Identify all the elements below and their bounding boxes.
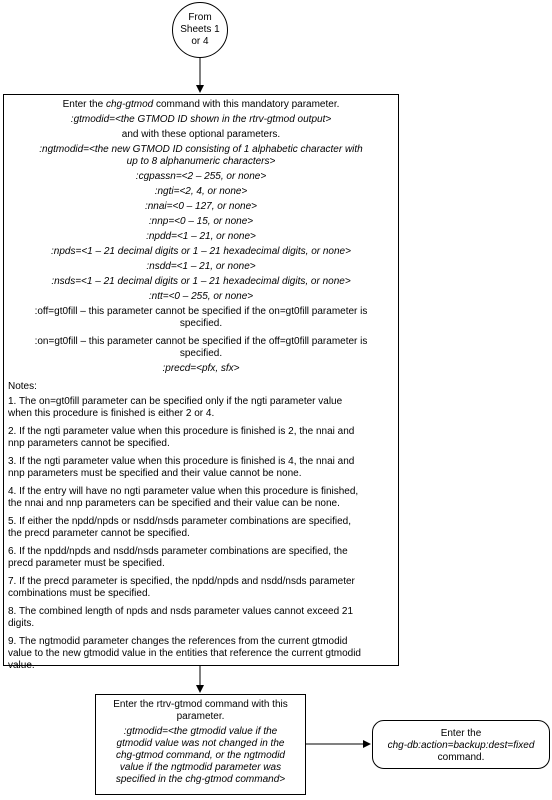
circle-line-3: or 4 (191, 36, 209, 47)
circle-line-1: From (188, 12, 212, 23)
param-line: specified. (179, 318, 223, 329)
rtrv-line: specified in the chg-gtmod command> (115, 774, 286, 785)
optional-intro: and with these optional parameters. (121, 129, 281, 140)
param-line: :ntt=<0 – 255, or none> (148, 291, 254, 302)
param-line: :ngtmodid=<the new GTMOD ID consisting of 1 alphabetic character with (39, 144, 363, 155)
note-line: combinations must be specified. (8, 588, 151, 599)
rtrv-line: value if the ngtmodid parameter was (119, 762, 282, 773)
chgdb-line: chg-db:action=backup:dest=fixed (387, 740, 535, 751)
rtrv-line: parameter. (176, 711, 225, 722)
param-line: up to 8 alphanumeric characters> (126, 156, 276, 167)
rtrv-line: Enter the rtrv-gtmod command with this (113, 699, 288, 710)
note-line: 3. If the ngti parameter value when this procedure is finished is 4, the nnai and (8, 456, 355, 467)
note-line: the nnai and nnp parameters can be specified and their value can be none. (8, 498, 340, 509)
note-line: 8. The combined length of npds and nsds parameter values cannot exceed 21 (8, 606, 354, 617)
param-line: :off=gt0fill – this parameter cannot be specified if the on=gt0fill parameter is (34, 306, 368, 317)
note-line: nnp parameters cannot be specified. (8, 438, 170, 449)
circle-line-2: Sheets 1 (180, 24, 220, 35)
param-line: :nnai=<0 – 127, or none> (144, 201, 258, 212)
note-line: 9. The ngtmodid parameter changes the references from the current gtmodid (8, 636, 348, 647)
chgdb-line: command. (437, 752, 485, 763)
notes-title: Notes: (8, 381, 37, 392)
note-line: value. (8, 660, 35, 671)
rtrv-line: :gtmodid=<the gtmodid value if the (123, 726, 278, 737)
param-line: :npdd=<1 – 21, or none> (146, 231, 256, 242)
chgdb-line: Enter the (440, 728, 482, 739)
param-line: :on=gt0fill – this parameter cannot be specified if the off=gt0fill parameter is (34, 336, 368, 347)
chg-db-step-box (372, 720, 550, 769)
note-line: 1. The on=gt0fill parameter can be specified only if the ngti parameter value (8, 396, 343, 407)
rtrv-line: chg-gtmod command, or the ngtmodid (116, 750, 285, 761)
param-line: :ngti=<2, 4, or none> (154, 186, 248, 197)
param-line: specified. (179, 348, 223, 359)
note-line: 5. If either the npdd/npds or nsdd/nsds parameter combinations are specified, (8, 516, 351, 527)
note-line: precd parameter must be specified. (8, 558, 165, 569)
note-line: 7. If the precd parameter is specified, the npdd/npds and nsdd/nsds parameter (8, 576, 355, 587)
intro-line: Enter the chg-gtmod command with this mandatory parameter. (62, 99, 340, 110)
note-line: 6. If the npdd/npds and nsdd/nsds parameter combinations are specified, the (8, 546, 348, 557)
note-line: value to the new gtmodid value in the entities that reference the current gtmodid (8, 648, 361, 659)
rtrv-gtmod-step-box (95, 694, 306, 795)
start-connector (172, 2, 228, 58)
note-line: 2. If the ngti parameter value when this procedure is finished is 2, the nnai and (8, 426, 355, 437)
note-line: the precd parameter cannot be specified. (8, 528, 190, 539)
note-line: 4. If the entry will have no ngti parameter value when this procedure is finished, (8, 486, 359, 497)
param-line: :nsds=<1 – 21 decimal digits or 1 – 21 hexadecimal digits, or none> (51, 276, 351, 287)
note-line: nnp parameters must be specified and their value cannot be none. (8, 468, 302, 479)
mandatory-param: :gtmodid=<the GTMOD ID shown in the rtrv-gtmod output> (70, 114, 332, 125)
param-line: :npds=<1 – 21 decimal digits or 1 – 21 hexadecimal digits, or none> (51, 246, 351, 257)
rtrv-line: gtmodid value was not changed in the (116, 738, 285, 749)
note-line: when this procedure is finished is either 2 or 4. (8, 408, 215, 419)
param-line: :nnp=<0 – 15, or none> (148, 216, 254, 227)
param-line: :cgpassn=<2 – 255, or none> (135, 171, 267, 182)
param-line: :precd=<pfx, sfx> (162, 363, 240, 374)
note-line: digits. (8, 618, 35, 629)
chg-gtmod-step-box (3, 94, 399, 671)
param-line: :nsdd=<1 – 21, or none> (146, 261, 256, 272)
